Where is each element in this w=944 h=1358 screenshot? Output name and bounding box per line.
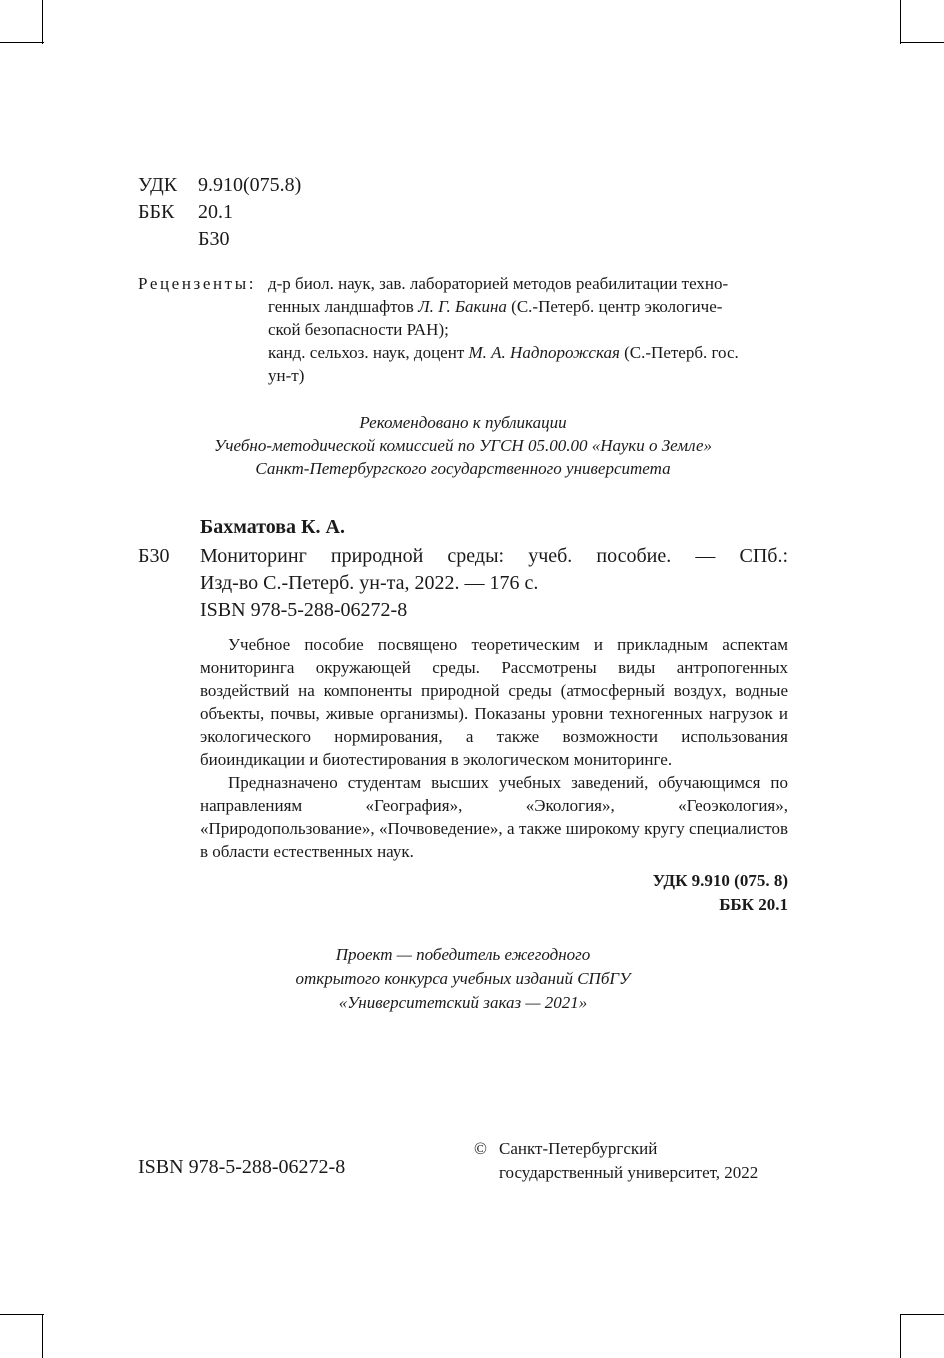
crop-mark-bottom-right <box>900 1314 901 1358</box>
reviewers-text <box>268 272 788 387</box>
udc-label: УДК <box>138 174 178 196</box>
recommendation-line: Учебно-методической комиссией по УГСН 05.00.00 «Науки о Земле» <box>213 436 713 455</box>
reviewers-label: Рецензенты: <box>138 274 257 293</box>
udc-summary: УДК 9.910 (075. 8) <box>652 871 788 890</box>
copyright-symbol: © <box>474 1139 487 1158</box>
classification-summary <box>560 869 788 917</box>
author-mark-label <box>138 226 198 253</box>
project-line: Проект — победитель ежегодного <box>335 945 591 964</box>
bbk-label: ББК <box>138 201 175 223</box>
biblio-title-line: Мониторинг природной среды: учеб. пособие. — СПб.: <box>200 545 788 567</box>
abstract-paragraph: Учебное пособие посвящено теоретическим и прикладным аспектам мониторинга окружающей среды. Рассмотрены виды антропогенных воздействий на компоненты природной среды (атмосферный воздух, водные объекты, почвы, живые организмы). Показаны уровни техногенных нагрузок и экологического нормирования, а также возможности использования биоиндикации и биотестирования в экологическом мониторинге. <box>200 635 788 769</box>
crop-mark-top-right-h <box>900 42 944 43</box>
udc-row <box>138 172 301 199</box>
reviewer-line: генных ландшафтов Л. Г. Бакина (С.-Петерб. центр экологиче- <box>268 297 723 316</box>
abstract-paragraph: Предназначено студентам высших учебных заведений, обучающимся по направлениям «География», «Экология», «Геоэкология», «Природопользование», «Почвоведение», а также широкому кругу специалистов в области естественных наук. <box>200 773 788 861</box>
author-mark-row <box>138 226 301 253</box>
biblio-code: Б30 <box>138 545 170 567</box>
reviewer-line: ун-т) <box>268 366 305 385</box>
abstract <box>200 633 788 863</box>
copyright-holder: Санкт-Петербургский <box>499 1139 658 1158</box>
reviewer-name: М. А. Надпорожская <box>468 343 620 362</box>
udc-value: 9.910(075.8) <box>198 174 302 196</box>
recommendation-block <box>138 411 788 480</box>
project-line: открытого конкурса учебных изданий СПбГУ <box>295 969 631 988</box>
reviewer-line: ской безопасности РАН); <box>268 320 449 339</box>
classification-codes <box>138 172 301 253</box>
reviewer-line: д-р биол. наук, зав. лабораторией методов реабилитации техно- <box>268 274 729 293</box>
author-name: Бахматова К. А. <box>200 516 345 538</box>
crop-mark-top-right <box>900 0 901 44</box>
author-mark-value: Б30 <box>198 228 230 250</box>
recommendation-line: Рекомендовано к публикации <box>359 413 567 432</box>
biblio-publisher-line: Изд-во С.-Петерб. ун-та, 2022. — 176 с. <box>200 572 539 594</box>
copyright <box>474 1137 758 1185</box>
bbk-value: 20.1 <box>198 201 233 223</box>
crop-mark-bottom-left-h <box>0 1314 44 1315</box>
crop-mark-bottom-left <box>42 1314 43 1358</box>
reviewers-block <box>138 272 788 387</box>
reviewer-line: канд. сельхоз. наук, доцент М. А. Надпорожская (С.-Петерб. гос. <box>268 343 739 362</box>
recommendation-line: Санкт-Петербургского государственного университета <box>255 459 671 478</box>
copyright-holder-year: государственный университет, 2022 <box>499 1163 759 1182</box>
reviewer-name: Л. Г. Бакина <box>418 297 507 316</box>
footer-isbn: ISBN 978-5-288-06272-8 <box>138 1156 346 1178</box>
crop-mark-bottom-right-h <box>900 1314 944 1315</box>
project-line: «Университетский заказ — 2021» <box>338 993 588 1012</box>
bbk-summary: ББК 20.1 <box>719 895 788 914</box>
biblio-isbn-line: ISBN 978-5-288-06272-8 <box>200 599 408 621</box>
bbk-row <box>138 199 301 226</box>
crop-mark-top-left <box>42 0 43 44</box>
project-note <box>138 943 788 1015</box>
crop-mark-top-left-h <box>0 42 44 43</box>
bibliographic-record <box>138 543 788 624</box>
